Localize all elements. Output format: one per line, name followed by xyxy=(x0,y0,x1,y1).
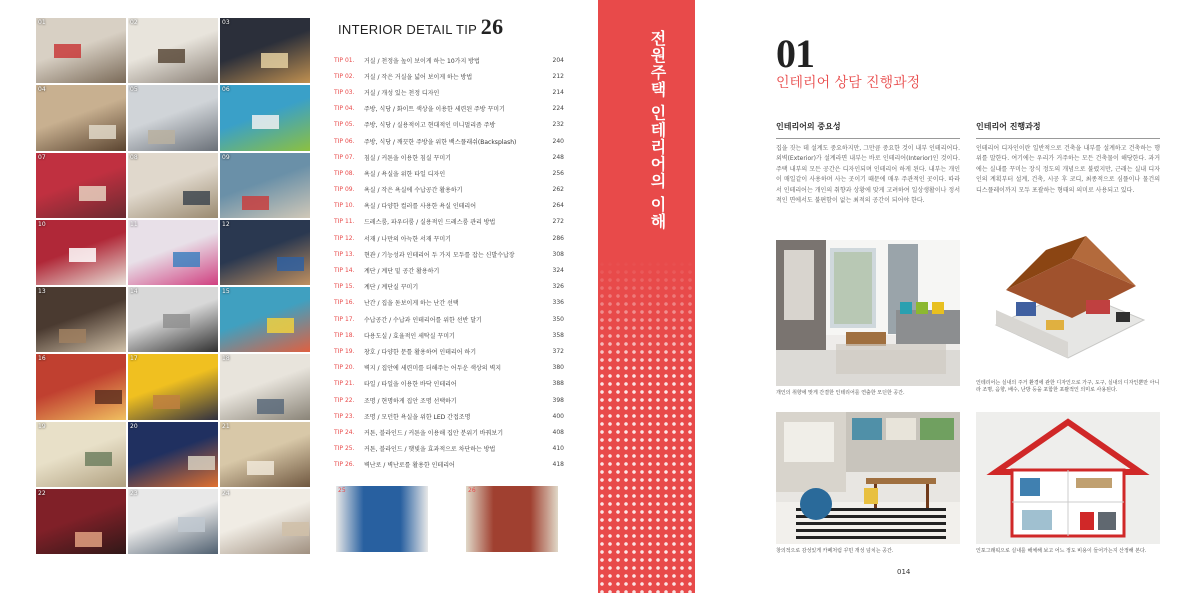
thumbnail-20 xyxy=(128,422,218,487)
toc-entry[interactable] xyxy=(334,392,564,408)
toc-entry-number: TIP 19. xyxy=(334,347,355,355)
toc-entry-number: TIP 15. xyxy=(334,283,355,291)
toc-entry-page: 350 xyxy=(552,315,564,323)
thumbnail-number: 04 xyxy=(38,86,46,94)
toc-entry[interactable] xyxy=(334,182,564,198)
toc-entry-title: 주방, 식당 / 실용적이고 현대적인 미니멀리즘 주방 xyxy=(364,122,496,130)
toc-entry-title: 주방, 식당 / 화이트 색상을 이용한 세련된 주방 꾸미기 xyxy=(364,106,505,114)
toc-entry-title: 서재 / 나만의 아늑한 서재 꾸미기 xyxy=(364,235,451,243)
thumbnail-accent xyxy=(267,318,294,332)
thumbnail-accent xyxy=(54,44,81,58)
thumbnail-12 xyxy=(220,220,310,285)
toc-entry-number: TIP 12. xyxy=(334,234,355,242)
toc-entry-number: TIP 17. xyxy=(334,315,355,323)
toc-entry-title: 커튼, 블라인드 / 커튼을 이용해 집안 분위기 바꿔보기 xyxy=(364,429,503,437)
toc-entry-title: 커튼, 블라인드 / 햇빛을 효과적으로 차단하는 방법 xyxy=(364,446,496,454)
house-cutaway-photo xyxy=(976,412,1160,544)
thumbnail-number: 21 xyxy=(222,422,230,430)
thumbnail-number: 24 xyxy=(222,489,230,497)
toc-entry[interactable] xyxy=(334,360,564,376)
thumbnail-number: 25 xyxy=(338,487,346,494)
toc-entry-title: 다용도실 / 효율적인 세탁실 꾸미기 xyxy=(364,332,455,340)
thumbnail-number: 16 xyxy=(38,355,46,363)
toc-entry-number: TIP 18. xyxy=(334,331,355,339)
section-heading-process: 인테리어 진행과정 xyxy=(976,121,1160,139)
thumbnail-accent xyxy=(178,517,205,531)
toc-entry-number: TIP 04. xyxy=(334,105,355,113)
chapter-title: 인테리어 상담 진행과정 xyxy=(776,75,921,91)
toc-entry-number: TIP 05. xyxy=(334,121,355,129)
thumbnail-23 xyxy=(128,489,218,554)
thumbnail-25 xyxy=(336,486,428,552)
section-body-process: 인테리어 디자인이란 일반적으로 건축을 내부를 설계하고 건축하는 행위를 말한다. 여기에는 우리가 거주하는 모든 건축물이 해당한다. 과거에는 실내를 꾸미는 장식 정도의 개념으로 불렸지만, 근래는 실내 디자인의 계획부터 설계, 건축, 시공 후 코디, 최종적으로 심플이나 물건의 디스플레이까지 모두 포괄하는 형태의 의미로 사용되고 있다. xyxy=(976,145,1160,194)
thumbnail-accent xyxy=(282,522,309,536)
toc-entry-page: 388 xyxy=(552,380,564,388)
thumbnail-number: 12 xyxy=(222,220,230,228)
toc-entry-page: 358 xyxy=(552,331,564,339)
toc-entry[interactable] xyxy=(334,165,564,181)
thumbnail-number: 05 xyxy=(130,86,138,94)
toc-entry-page: 214 xyxy=(552,88,564,96)
thumbnail-18 xyxy=(220,354,310,419)
toc-entry-number: TIP 25. xyxy=(334,445,355,453)
thumbnail-number: 22 xyxy=(38,489,46,497)
toc-entry[interactable] xyxy=(334,133,564,149)
toc-entry-title: 거실 / 개성 있는 천정 디자인 xyxy=(364,89,440,97)
thumbnail-accent xyxy=(247,461,274,475)
thumbnail-15 xyxy=(220,287,310,352)
spine-title: 전원주택 인테리어의 이해 xyxy=(648,30,667,231)
section-body-importance: 집을 짓는 데 설계도 중요하지만, 그만큼 중요한 것이 내부 인테리어다. 외벽(Exterior)가 설계라면 내부는 바로 인테리어(Interior)인 것이다. 주택 내부의 모든 공간은 디자인되며 인테리어 하게 된다. 내부는 개인이 매일같이 사용하며 사는 곳이기 때문에 매우 주관적인 곳이다. 따라서 인테리어는 개인의 취향과 상황에 맞게 고려하여 일상생활이나 정서적인 면에서도 불편함이 없는 최적의 공간이 되어야 한다. xyxy=(776,145,960,205)
thumbnail-17 xyxy=(128,354,218,419)
thumbnail-05 xyxy=(128,85,218,150)
toc-entry-title: 욕실 / 작은 욕실에 수납공간 활용하기 xyxy=(364,187,463,195)
thumbnail-accent xyxy=(158,49,185,63)
toc-entry-page: 256 xyxy=(552,169,564,177)
dining-room-photo xyxy=(776,412,960,544)
thumbnail-number: 19 xyxy=(38,422,46,430)
toc-entry-page: 308 xyxy=(552,250,564,258)
thumbnail-accent xyxy=(79,186,106,200)
section-heading-importance: 인테리어의 중요성 xyxy=(776,121,960,139)
thumbnail-number: 06 xyxy=(222,86,230,94)
toc-entry-title: 타일 / 타일을 이용한 바닥 인테리어 xyxy=(364,381,457,389)
thumbnail-accent xyxy=(163,314,190,328)
thumbnail-13 xyxy=(36,287,126,352)
thumbnail-10 xyxy=(36,220,126,285)
toc-entry[interactable] xyxy=(334,246,564,262)
caption-dining-room: 창의적으로 감성있게 카페처럼 꾸민 개성 넘치는 공간. xyxy=(776,548,894,554)
toc-entry-number: TIP 02. xyxy=(334,72,355,80)
thumbnail-07 xyxy=(36,153,126,218)
thumbnail-number: 15 xyxy=(222,288,230,295)
thumbnail-number: 20 xyxy=(130,422,138,430)
thumbnail-accent xyxy=(95,390,122,404)
toc-entry[interactable] xyxy=(334,424,564,440)
thumbnail-accent xyxy=(242,196,269,210)
thumbnail-accent xyxy=(188,456,215,470)
thumbnail-accent xyxy=(252,115,279,129)
toc-entry[interactable] xyxy=(334,457,564,473)
toc-entry-title: 거실 / 천정을 높이 보이게 하는 10가지 방법 xyxy=(364,57,480,65)
toc-entry-page: 248 xyxy=(552,153,564,161)
thumbnail-04 xyxy=(36,85,126,150)
thumbnail-number: 09 xyxy=(222,153,230,161)
caption-living-room: 개인의 취향에 맞게 간결한 인테리어를 연출한 모던한 공간. xyxy=(776,390,905,396)
thumbnail-number: 10 xyxy=(38,220,46,228)
thumbnail-number: 08 xyxy=(130,153,138,161)
toc-entry-number: TIP 08. xyxy=(334,169,355,177)
toc-entry-page: 286 xyxy=(552,234,564,242)
toc-entry-page: 410 xyxy=(552,445,564,453)
toc-entry[interactable] xyxy=(334,408,564,424)
thumbnail-16 xyxy=(36,354,126,419)
toc-entry-number: TIP 09. xyxy=(334,186,355,194)
toc-entry-number: TIP 24. xyxy=(334,428,355,436)
toc-entry-number: TIP 10. xyxy=(334,202,355,210)
toc-entry-page: 264 xyxy=(552,202,564,210)
thumbnail-01 xyxy=(36,18,126,83)
toc-entry-title: 계단 / 계단실 꾸미기 xyxy=(364,284,419,292)
caption-house-3d: 인테리어는 실내의 주거 환경에 관한 디자인으로 가구, 도구, 실내의 디자인뿐만 아니라 조명, 음향, 배수, 난방 등을 포함한 포괄적인 의미로 사용된다. xyxy=(976,380,1160,393)
thumbnail-11 xyxy=(128,220,218,285)
toc-entry[interactable] xyxy=(334,441,564,457)
halftone-pattern xyxy=(598,260,695,593)
toc-entry[interactable] xyxy=(334,295,564,311)
toc-header-number: 26 xyxy=(480,14,504,39)
toc-entry-page: 408 xyxy=(552,428,564,436)
toc-entry[interactable] xyxy=(334,311,564,327)
house-3d-photo xyxy=(976,230,1160,376)
thumbnail-03 xyxy=(220,18,310,83)
thumbnail-number: 01 xyxy=(38,19,46,26)
chapter-number: 01 xyxy=(776,31,814,76)
table-of-contents xyxy=(334,52,564,473)
toc-entry-number: TIP 14. xyxy=(334,267,355,275)
thumbnail-24 xyxy=(220,489,310,554)
toc-entry-title: 벽지 / 집안에 세련미를 더해주는 어두운 색상의 벽지 xyxy=(364,365,502,373)
toc-entry-page: 418 xyxy=(552,461,564,469)
toc-entry[interactable] xyxy=(334,101,564,117)
toc-entry-page: 324 xyxy=(552,267,564,275)
thumbnail-number: 11 xyxy=(130,220,138,228)
thumbnail-number: 13 xyxy=(38,288,46,295)
thumbnail-14 xyxy=(128,287,218,352)
thumbnail-accent xyxy=(69,248,96,262)
thumbnail-08 xyxy=(128,153,218,218)
toc-entry[interactable] xyxy=(334,52,564,68)
thumbnail-number: 14 xyxy=(130,288,138,295)
caption-house-cutaway: 인포그래픽으로 실내를 해체해 보고 어느 정도 비용이 들어가는지 산정해 본다. xyxy=(976,548,1147,554)
toc-entry-page: 398 xyxy=(552,396,564,404)
toc-entry[interactable] xyxy=(334,343,564,359)
toc-entry-title: 현관 / 기능성과 인테리어 두 가지 모두를 잡는 신발수납장 xyxy=(364,251,515,259)
toc-header xyxy=(338,14,503,40)
toc-entry-page: 372 xyxy=(552,347,564,355)
toc-entry-title: 침실 / 커튼을 이용한 침실 꾸미기 xyxy=(364,154,451,162)
thumbnail-accent xyxy=(183,191,210,205)
toc-entry-page: 212 xyxy=(552,72,564,80)
thumbnail-accent xyxy=(257,399,284,413)
thumbnail-number: 02 xyxy=(130,19,138,26)
toc-entry-page: 326 xyxy=(552,283,564,291)
toc-entry-number: TIP 26. xyxy=(334,461,355,469)
toc-entry[interactable] xyxy=(334,84,564,100)
toc-entry[interactable] xyxy=(334,68,564,84)
thumbnail-accent xyxy=(59,329,86,343)
toc-entry-page: 380 xyxy=(552,364,564,372)
toc-entry-title: 난간 / 집을 돋보이게 하는 난간 선택 xyxy=(364,300,459,308)
toc-entry-title: 조명 / 모던한 욕실을 위한 LED 간접조명 xyxy=(364,413,471,421)
toc-entry-page: 240 xyxy=(552,137,564,145)
thumbnail-06 xyxy=(220,85,310,150)
thumbnail-number: 17 xyxy=(130,355,138,363)
toc-entry-number: TIP 03. xyxy=(334,88,355,96)
thumbnail-number: 07 xyxy=(38,153,46,161)
living-room-photo xyxy=(776,240,960,386)
toc-entry-title: 드레스룸, 파우더룸 / 실용적인 드레스룸 관리 방법 xyxy=(364,219,496,227)
page-number: 014 xyxy=(897,568,911,576)
toc-entry-title: 수납공간 / 수납과 인테리어를 위한 선반 달기 xyxy=(364,316,482,324)
thumbnail-accent xyxy=(148,130,175,144)
toc-entry-title: 거실 / 작은 거실을 넓어 보이게 하는 방법 xyxy=(364,73,473,81)
toc-entry[interactable] xyxy=(334,117,564,133)
toc-entry-title: 벽난로 / 벽난로를 활용한 인테리어 xyxy=(364,462,455,470)
toc-entry-title: 욕실 / 욕실을 위한 타일 디자인 xyxy=(364,170,446,178)
toc-entry-number: TIP 23. xyxy=(334,412,355,420)
toc-entry-number: TIP 20. xyxy=(334,364,355,372)
toc-entry[interactable] xyxy=(334,327,564,343)
toc-entry-title: 주방, 식당 / 깨끗한 주방을 위한 백스플래쉬(Backsplash) xyxy=(364,138,517,146)
thumbnail-accent xyxy=(153,395,180,409)
toc-entry[interactable] xyxy=(334,376,564,392)
thumbnail-accent xyxy=(75,532,102,546)
thumbnail-number: 03 xyxy=(222,19,230,26)
toc-entry-number: TIP 13. xyxy=(334,250,355,258)
thumbnail-accent xyxy=(173,252,200,266)
toc-entry[interactable] xyxy=(334,149,564,165)
toc-entry-title: 창호 / 다양한 문틀 활용하여 인테리어 하기 xyxy=(364,348,476,356)
toc-entry-number: TIP 16. xyxy=(334,299,355,307)
toc-entry-page: 272 xyxy=(552,218,564,226)
thumbnail-09 xyxy=(220,153,310,218)
thumbnail-26 xyxy=(466,486,558,552)
toc-entry-page: 204 xyxy=(552,56,564,64)
toc-entry-page: 336 xyxy=(552,299,564,307)
thumbnail-number: 23 xyxy=(130,489,138,497)
toc-entry-page: 232 xyxy=(552,121,564,129)
thumbnail-accent xyxy=(85,452,112,466)
toc-entry-page: 400 xyxy=(552,412,564,420)
thumbnail-02 xyxy=(128,18,218,83)
toc-entry-number: TIP 07. xyxy=(334,153,355,161)
thumbnail-accent xyxy=(261,53,288,67)
thumbnail-19 xyxy=(36,422,126,487)
toc-entry-number: TIP 01. xyxy=(334,56,355,64)
toc-entry[interactable] xyxy=(334,279,564,295)
toc-entry-number: TIP 22. xyxy=(334,396,355,404)
spine-band xyxy=(598,0,695,593)
toc-entry-page: 224 xyxy=(552,105,564,113)
toc-entry-title: 조명 / 현명하게 집안 조명 선택하기 xyxy=(364,397,457,405)
toc-entry-page: 262 xyxy=(552,186,564,194)
toc-entry-title: 계단 / 계단 밑 공간 활용하기 xyxy=(364,268,440,276)
toc-header-label: INTERIOR DETAIL TIP xyxy=(338,22,477,37)
thumbnail-grid xyxy=(36,18,310,554)
thumbnail-number: 18 xyxy=(222,355,230,363)
toc-entry[interactable] xyxy=(334,230,564,246)
toc-entry[interactable] xyxy=(334,214,564,230)
toc-entry-title: 욕실 / 다양한 컬러를 사용한 욕실 인테리어 xyxy=(364,203,476,211)
thumbnail-accent xyxy=(277,257,304,271)
thumbnail-21 xyxy=(220,422,310,487)
toc-entry-number: TIP 21. xyxy=(334,380,355,388)
thumbnail-accent xyxy=(89,125,116,139)
toc-entry[interactable] xyxy=(334,198,564,214)
thumbnail-22 xyxy=(36,489,126,554)
thumbnail-number: 26 xyxy=(468,487,476,494)
toc-entry-number: TIP 06. xyxy=(334,137,355,145)
toc-entry-number: TIP 11. xyxy=(334,218,355,226)
toc-entry[interactable] xyxy=(334,262,564,278)
